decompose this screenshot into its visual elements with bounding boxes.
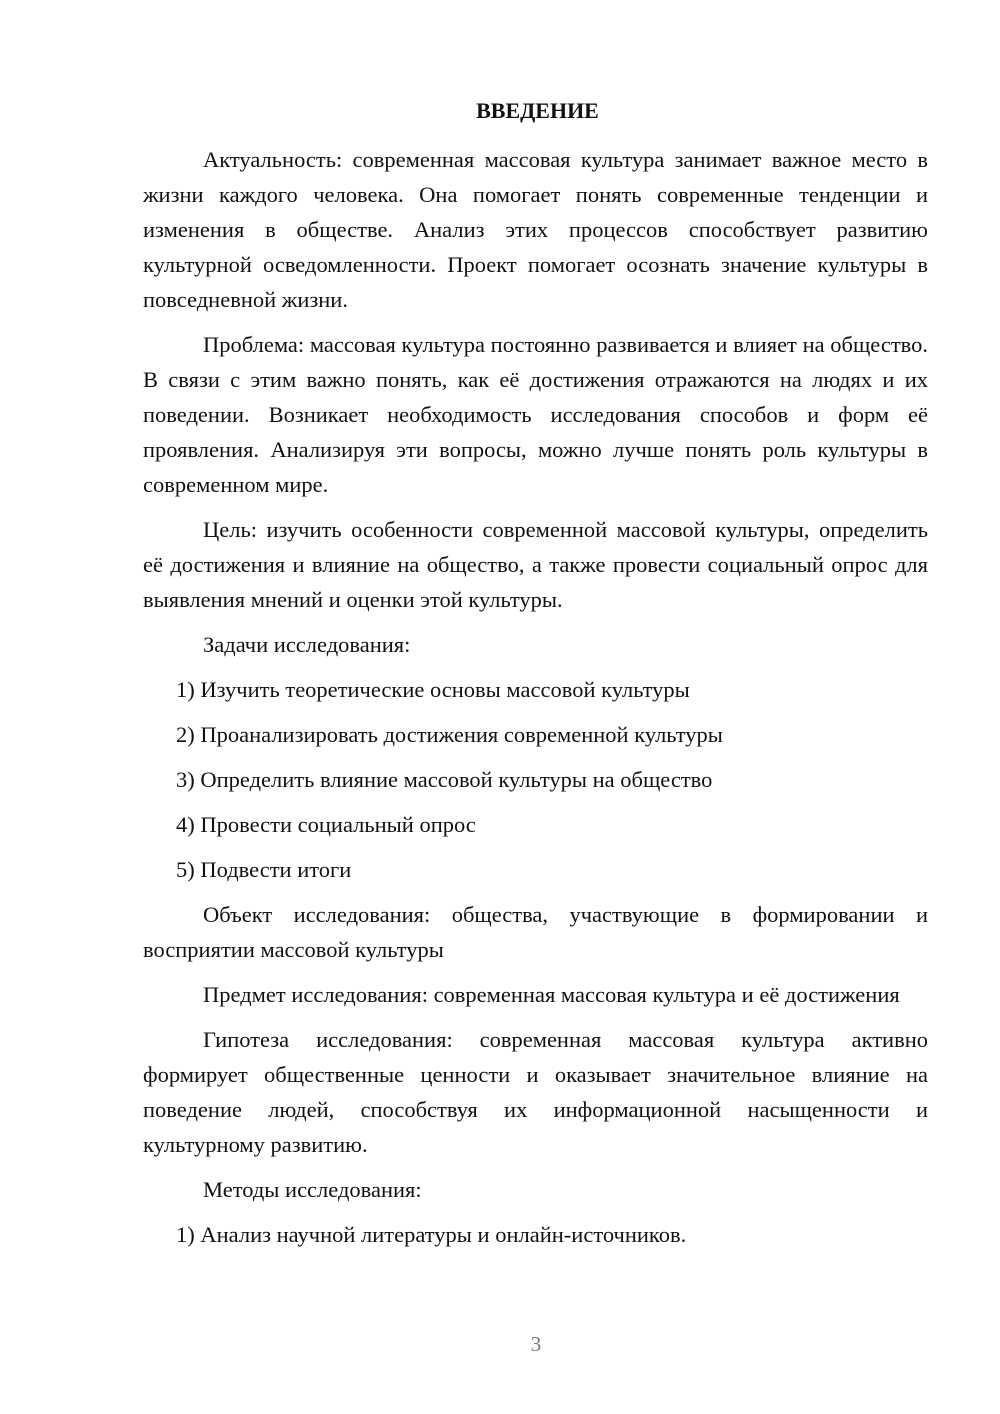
list-item: 4) Провести социальный опрос [176, 812, 476, 837]
page-number: 3 [530, 1332, 542, 1356]
section-heading: ВВЕДЕНИЕ [476, 98, 599, 123]
tasks-heading: Задачи исследования: [203, 632, 411, 657]
tasks-list [143, 672, 928, 887]
goal-paragraph: Цель: изучить особенности современной массовой культуры, определить её достижения и влияние на общество, а также провести социальный опрос для выявления мнений и оценки этой культуры. [143, 517, 928, 612]
list-item: 2) Проанализировать достижения современной культуры [176, 722, 723, 747]
methods-list [143, 1217, 928, 1252]
list-item: 3) Определить влияние массовой культуры на общество [176, 767, 713, 792]
hypothesis-paragraph: Гипотеза исследования: современная массовая культура активно формирует общественные ценности и оказывает значительное влияние на поведение людей, способствуя их информационной насыщенности и культурному развитию. [143, 1027, 928, 1157]
list-item: 1) Изучить теоретические основы массовой культуры [176, 677, 690, 702]
page-content [143, 96, 928, 1262]
list-item: 5) Подвести итоги [176, 857, 352, 882]
list-item: 1) Анализ научной литературы и онлайн-источников. [176, 1222, 687, 1247]
subject-paragraph: Предмет исследования: современная массовая культура и её достижения [203, 982, 900, 1007]
problem-paragraph: Проблема: массовая культура постоянно развивается и влияет на общество. В связи с этим важно понять, как её достижения отражаются на людях и их поведении. Возникает необходимость исследования способов и форм её проявления. Анализируя эти вопросы, можно лучше понять роль культуры в современном мире. [143, 332, 928, 497]
relevance-paragraph: Актуальность: современная массовая культура занимает важное место в жизни каждого человека. Она помогает понять современные тенденции и изменения в обществе. Анализ этих процессов способствует развитию культурной осведомленности. Проект помогает осознать значение культуры в повседневной жизни. [143, 147, 928, 312]
object-paragraph: Объект исследования: общества, участвующие в формировании и восприятии массовой культуры [143, 902, 928, 962]
methods-heading: Методы исследования: [203, 1177, 422, 1202]
